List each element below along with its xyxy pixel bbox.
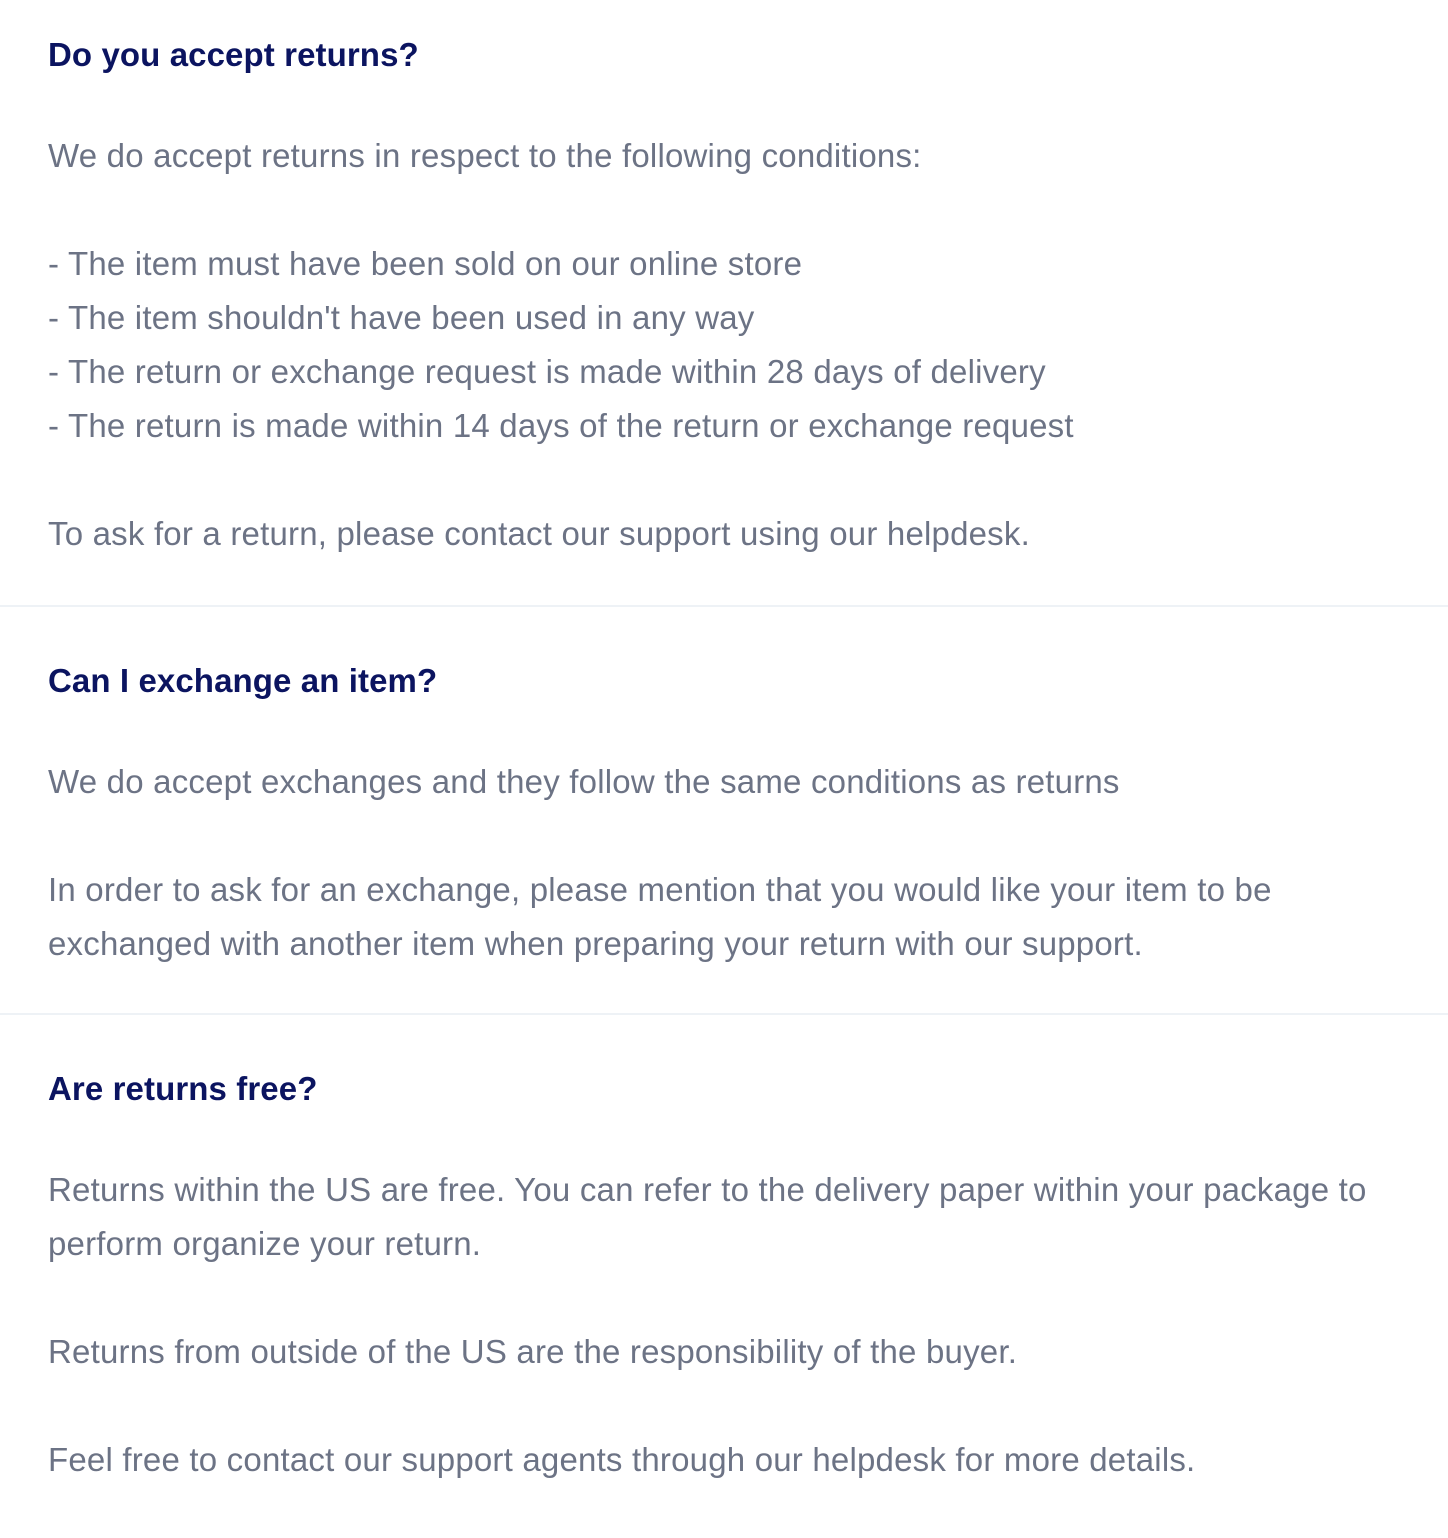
faq-answer-paragraph: Returns within the US are free. You can refer to the delivery paper within your package to perform organize your return.	[48, 1171, 1367, 1262]
faq-item-exchange	[0, 605, 1448, 1013]
faq-answer-outro: To ask for a return, please contact our support using our helpdesk.	[48, 515, 1030, 552]
return-conditions-list	[48, 237, 1400, 453]
faq-question: Can I exchange an item?	[48, 662, 438, 699]
faq-answer	[48, 129, 1400, 561]
faq-question: Are returns free?	[48, 1070, 318, 1107]
list-item: - The return or exchange request is made within 28 days of delivery	[48, 353, 1046, 390]
faq-answer-paragraph: We do accept exchanges and they follow the same conditions as returns	[48, 763, 1120, 800]
faq-answer	[48, 755, 1400, 971]
faq-answer-intro: We do accept returns in respect to the following conditions:	[48, 137, 922, 174]
faq-answer-paragraph: In order to ask for an exchange, please mention that you would like your item to be exchanged with another item when preparing your return with our support.	[48, 871, 1272, 962]
list-item: - The item must have been sold on our online store	[48, 245, 803, 282]
faq-question: Do you accept returns?	[48, 36, 419, 73]
faq-answer-paragraph: Returns from outside of the US are the responsibility of the buyer.	[48, 1333, 1018, 1370]
list-item: - The return is made within 14 days of the return or exchange request	[48, 407, 1074, 444]
faq-answer	[48, 1163, 1400, 1487]
faq-item-free-returns	[0, 1013, 1448, 1511]
list-item: - The item shouldn't have been used in any way	[48, 299, 755, 336]
faq-answer-paragraph: Feel free to contact our support agents through our helpdesk for more details.	[48, 1441, 1196, 1478]
faq-item-returns	[0, 0, 1448, 605]
